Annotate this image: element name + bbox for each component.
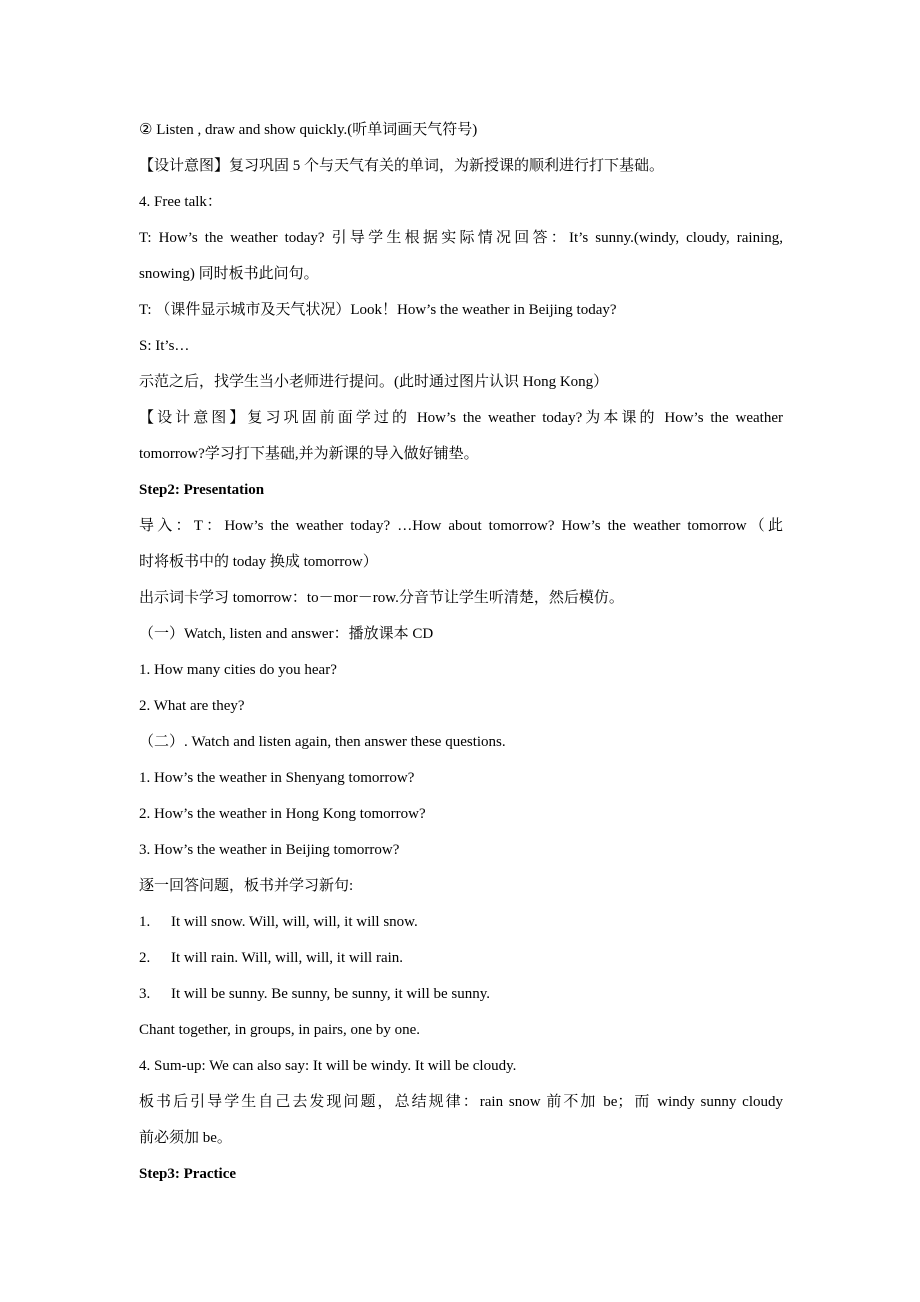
chant-line-1 xyxy=(139,904,783,940)
document-page xyxy=(139,112,783,1192)
question-1: 1. How many cities do you hear? xyxy=(139,662,337,678)
design-intent-2-cont: tomorrow?学习打下基础,并为新课的导入做好铺垫。 xyxy=(139,446,479,462)
step2-heading: Step2: Presentation xyxy=(139,482,265,498)
teacher-question-cont: snowing) 同时板书此问句。 xyxy=(139,266,319,282)
chant-line-3 xyxy=(139,976,783,1012)
chant-number: 1. xyxy=(139,914,151,930)
free-talk-heading: 4. Free talk： xyxy=(139,194,222,210)
listen-draw-line: ② Listen , draw and show quickly.(听单词画天气符号) xyxy=(139,122,478,138)
lead-in-cont: 时将板书中的 today 换成 tomorrow） xyxy=(139,554,378,570)
question-shenyang: 1. How’s the weather in Shenyang tomorrow? xyxy=(139,770,415,786)
chant-together-line: Chant together, in groups, in pairs, one by one. xyxy=(139,1022,421,1038)
teacher-question-line: T: How’s the weather today? 引导学生根据实际情况回答：It’s sunny.(windy, cloudy, raining, xyxy=(139,230,783,246)
part-one-heading: （一）Watch, listen and answer：播放课本 CD xyxy=(139,626,434,642)
word-card-line: 出示词卡学习 tomorrow：to－mor－row.分音节让学生听清楚，然后模仿。 xyxy=(139,590,624,606)
question-beijing: 3. How’s the weather in Beijing tomorrow? xyxy=(139,842,400,858)
chant-text: It will be sunny. Be sunny, be sunny, it will be sunny. xyxy=(171,986,491,1002)
chant-number: 2. xyxy=(139,950,151,966)
design-intent-2: 【设计意图】复习巩固前面学过的 How’s the weather today?为本课的 How’s the weather xyxy=(139,410,783,426)
lead-in-line: 导入：T：How’s the weather today? …How about tomorrow? How’s the weather tomorrow（此 xyxy=(139,518,783,534)
part-two-heading: （二）. Watch and listen again, then answer these questions. xyxy=(139,734,506,750)
chant-number: 3. xyxy=(139,986,151,1002)
student-answer-line: S: It’s… xyxy=(139,338,190,354)
question-2: 2. What are they? xyxy=(139,698,245,714)
step3-heading: Step3: Practice xyxy=(139,1166,237,1182)
teacher-look-line: T: （课件显示城市及天气状况）Look！How’s the weather in Beijing today? xyxy=(139,302,617,318)
sum-up-line: 4. Sum-up: We can also say: It will be windy. It will be cloudy. xyxy=(139,1058,517,1074)
question-hongkong: 2. How’s the weather in Hong Kong tomorrow? xyxy=(139,806,426,822)
design-intent-1: 【设计意图】复习巩固 5 个与天气有关的单词，为新授课的顺利进行打下基础。 xyxy=(139,158,665,174)
rule-line-cont: 前必须加 be。 xyxy=(139,1130,232,1146)
demo-line: 示范之后，找学生当小老师进行提问。(此时通过图片认识 Hong Kong） xyxy=(139,374,609,390)
chant-text: It will rain. Will, will, will, it will rain. xyxy=(171,950,404,966)
answer-intro: 逐一回答问题，板书并学习新句: xyxy=(139,878,354,894)
rule-line: 板书后引导学生自己去发现问题，总结规律：rain snow 前不加 be；而 windy sunny cloudy xyxy=(139,1094,783,1110)
chant-line-2 xyxy=(139,940,783,976)
chant-text: It will snow. Will, will, will, it will snow. xyxy=(171,914,418,930)
